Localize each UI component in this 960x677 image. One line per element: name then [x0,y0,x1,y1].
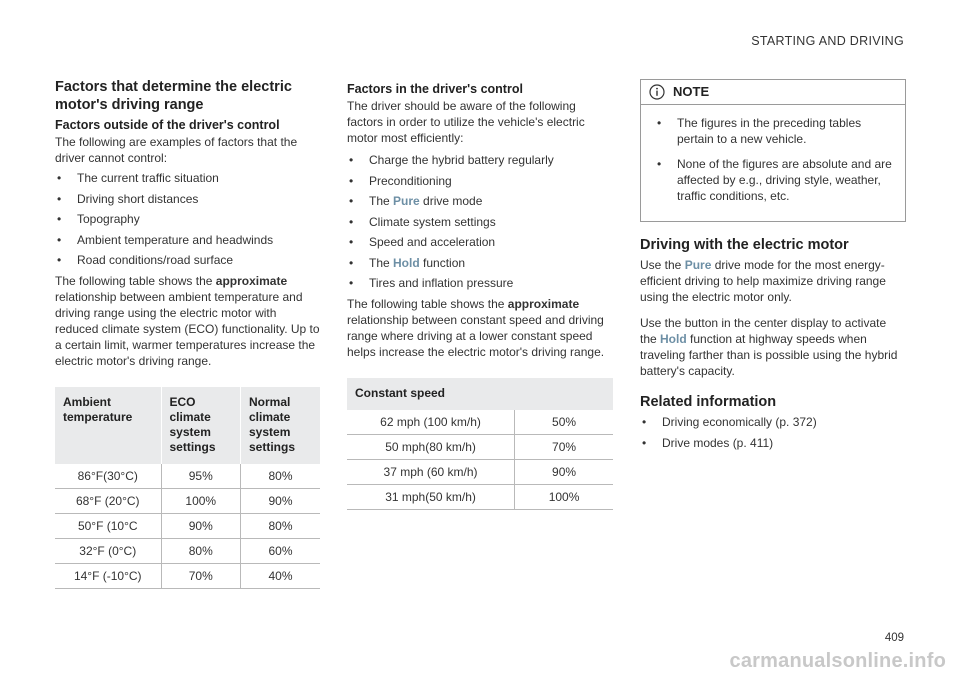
subsection-heading: Factors in the driver's control [347,82,523,96]
table-cell: 60% [241,538,321,563]
list-item: • Road conditions/road surface [55,252,320,268]
list-item: • Preconditioning [347,173,613,189]
table-row [55,464,320,489]
page-number: 409 [884,632,904,644]
note-header [641,80,905,105]
text-span: The [369,194,394,208]
section-heading: Driving with the electric motor [640,237,849,253]
table-cell: 50% [515,410,613,435]
note-list [655,115,895,204]
table-cell: 70% [515,434,613,459]
section-heading: Factors that determine the electric motor's driving range [55,79,292,113]
text-span: The following table shows the [347,296,508,311]
info-icon [649,84,665,100]
table-header-row [347,378,613,410]
table-cell: 90% [515,459,613,484]
list-item: • Climate system settings [347,214,613,230]
text-span: relationship between ambient temperature and driving range using the electric motor with reduced climate system (ECO) functionality. Up to a certain limit, warmer temperatures increase the electric motor's driving range. [55,289,320,368]
text-span: relationship between constant speed and driving range where driving at a lower constant speed helps increase the electric motor's driving range. [347,312,605,359]
table-cell: 80% [241,513,321,538]
column-2 [347,78,613,510]
watermark: carmanualsonline.info [729,650,946,672]
column-3 [640,78,906,455]
bold-text: approximate [215,273,288,288]
list-item: • Tires and inflation pressure [347,275,613,291]
text-span: Use the button in the center display to activate the [640,316,887,346]
table-header-row [55,387,320,464]
list-item: • Speed and acceleration [347,234,613,250]
bold-text: approximate [507,296,580,311]
column-header: Constant speed [347,378,613,410]
table-cell: 95% [161,464,241,489]
related-link[interactable]: • Drive modes (p. 411) [640,435,906,451]
text-span: function at highway speeds when traveling farther than is possible using the hybrid battery's capacity. [640,332,898,378]
table-row [347,459,613,484]
table-cell: 31 mph(50 km/h) [347,484,515,509]
list-item: • Topography [55,211,320,227]
table-cell: 14°F (-10°C) [55,563,161,588]
hold-function-label: Hold [393,255,420,270]
intro-text: The following are examples of factors that the driver cannot control: [55,135,298,165]
table-cell: 50°F (10°C [55,513,161,538]
text-span: The [369,255,394,270]
table-cell: 90% [241,488,321,513]
table-row [55,513,320,538]
text-span: Use the [640,258,685,272]
list-item: • The figures in the preceding tables pertain to a new vehicle. [655,115,895,147]
table-cell: 68°F (20°C) [55,488,161,513]
list-item: • Charge the hybrid battery regularly [347,152,613,168]
related-links-list [640,414,906,451]
note-title: NOTE [673,84,710,99]
controllable-factors-list [347,152,613,291]
hold-function-paragraph [640,315,906,379]
related-heading: Related information [640,394,777,410]
table-row [55,538,320,563]
table-cell: 62 mph (100 km/h) [347,410,515,435]
related-link[interactable]: • Driving economically (p. 372) [640,414,906,430]
table-cell: 86°F(30°C) [55,464,161,489]
text-span: drive mode for the most energy-efficient driving to help maximize driving range using the electric motor only. [640,258,886,304]
list-item [347,255,613,271]
text-span: function [419,255,466,270]
table-cell: 50 mph(80 km/h) [347,434,515,459]
page-header: STARTING AND DRIVING [751,34,904,48]
column-header: Ambient temperature [55,387,161,464]
table-cell: 100% [161,488,241,513]
text-span: The following table shows the [55,273,216,288]
table-row [347,434,613,459]
list-item: • Driving short distances [55,191,320,207]
subsection-heading: Factors outside of the driver's control [55,118,280,132]
column-header: ECO climate system settings [161,387,241,464]
table-cell: 100% [515,484,613,509]
intro-text: The driver should be aware of the following factors in order to utilize the vehicle's electric motor most efficiently: [347,99,585,145]
uncontrollable-factors-list [55,170,320,268]
table-row [55,488,320,513]
table-cell: 80% [161,538,241,563]
table-row [55,563,320,588]
hold-function-label: Hold [660,332,687,346]
temperature-table-intro [55,273,320,369]
pure-mode-label: Pure [684,258,712,272]
list-item: • None of the figures are absolute and are affected by e.g., driving style, weather, traffic conditions, etc. [655,156,895,204]
list-item: • Ambient temperature and headwinds [55,232,320,248]
table-cell: 32°F (0°C) [55,538,161,563]
table-row [347,484,613,509]
pure-mode-paragraph [640,257,906,305]
table-cell: 90% [161,513,241,538]
table-row [347,410,613,435]
list-item [347,193,613,209]
column-header: Normal climate system settings [241,387,321,464]
temperature-range-table [55,387,320,589]
note-box [640,79,906,222]
speed-range-table [347,378,613,510]
column-1 [55,78,320,589]
table-cell: 37 mph (60 km/h) [347,459,515,484]
pure-mode-label: Pure [393,194,420,208]
table-cell: 80% [241,464,321,489]
list-item: • The current traffic situation [55,170,320,186]
table-cell: 70% [161,563,241,588]
text-span: drive mode [419,194,483,208]
speed-table-intro [347,296,613,360]
table-cell: 40% [241,563,321,588]
